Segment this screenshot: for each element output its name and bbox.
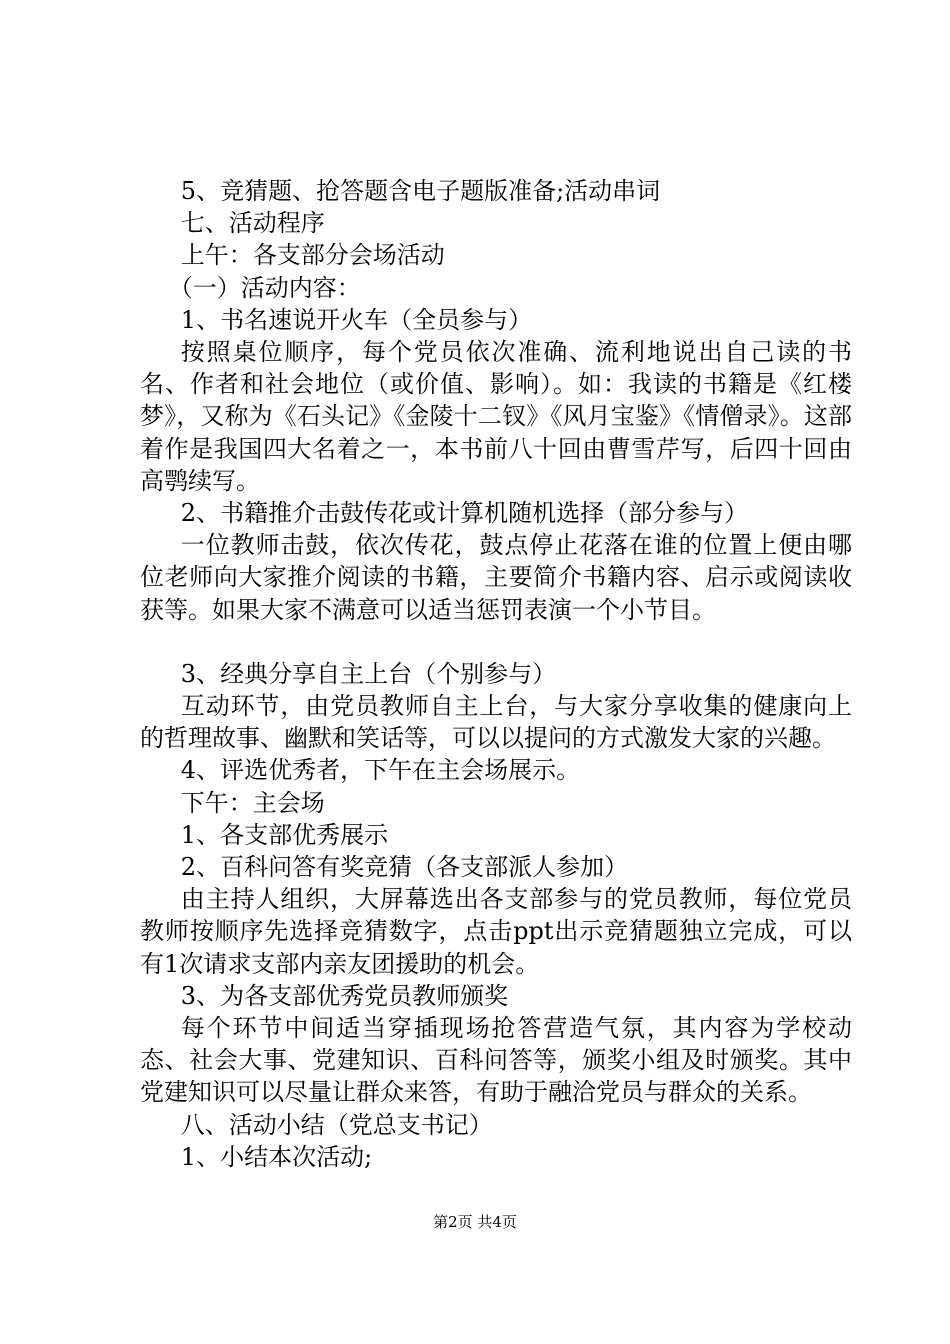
- paragraph: 上午：各支部分会场活动: [180, 241, 445, 270]
- paragraph-spacer: [140, 626, 852, 658]
- paragraph: 1、书名速说开火车（全员参与）: [180, 305, 533, 334]
- document-body: [140, 175, 852, 1173]
- paragraph: 每个环节中间适当穿插现场抢答营造气氛，其内容为学校动态、社会大事、党建知识、百科问答等，颁奖小组及时颁奖。其中党建知识可以尽量让群众来答，有助于融洽党员与群众的关系。: [140, 1014, 852, 1107]
- paragraph: 由主持人组织，大屏幕选出各支部参与的党员教师，每位党员教师按顺序先选择竞猜数字，点击ppt出示竞猜题独立完成，可以有1次请求支部内亲友团援助的机会。: [140, 885, 852, 978]
- page-footer: [0, 1212, 950, 1232]
- paragraph: 1、各支部优秀展示: [180, 820, 389, 849]
- paragraph: 3、经典分享自主上台（个别参与）: [180, 659, 557, 688]
- page-number-label: 第2页 共4页: [433, 1213, 517, 1231]
- section-heading: 八、活动小结（党总支书记）: [180, 1110, 493, 1139]
- paragraph: 下午：主会场: [180, 788, 325, 817]
- paragraph: 3、为各支部优秀党员教师颁奖: [180, 981, 509, 1010]
- paragraph: 4、评选优秀者，下午在主会场展示。: [180, 756, 581, 785]
- paragraph: 1、小结本次活动;: [180, 1142, 373, 1171]
- section-heading: 七、活动程序: [180, 209, 325, 238]
- paragraph: 按照桌位顺序，每个党员依次准确、流利地说出自己读的书名、作者和社会地位（或价值、影响）。如：我读的书籍是《红楼梦》，又称为《石头记》《金陵十二钗》《风月宝鉴》《情僧录》。这部着作是我国四大名着之一，本书前八十回由曹雪芹写，后四十回由高鹗续写。: [140, 338, 852, 495]
- paragraph: 互动环节，由党员教师自主上台，与大家分享收集的健康向上的哲理故事、幽默和笑话等，可以以提问的方式激发大家的兴趣。: [140, 692, 852, 753]
- paragraph: 2、书籍推介击鼓传花或计算机随机选择（部分参与）: [180, 499, 749, 528]
- paragraph: 5、竞猜题、抢答题含电子题版准备;活动串词: [180, 177, 661, 205]
- paragraph: （一）活动内容：: [168, 273, 361, 302]
- paragraph: 2、百科问答有奖竞猜（各支部派人参加）: [180, 853, 629, 882]
- paragraph: 一位教师击鼓，依次传花，鼓点停止花落在谁的位置上便由哪位老师向大家推介阅读的书籍，主要简介书籍内容、启示或阅读收获等。如果大家不满意可以适当惩罚表演一个小节目。: [140, 531, 852, 624]
